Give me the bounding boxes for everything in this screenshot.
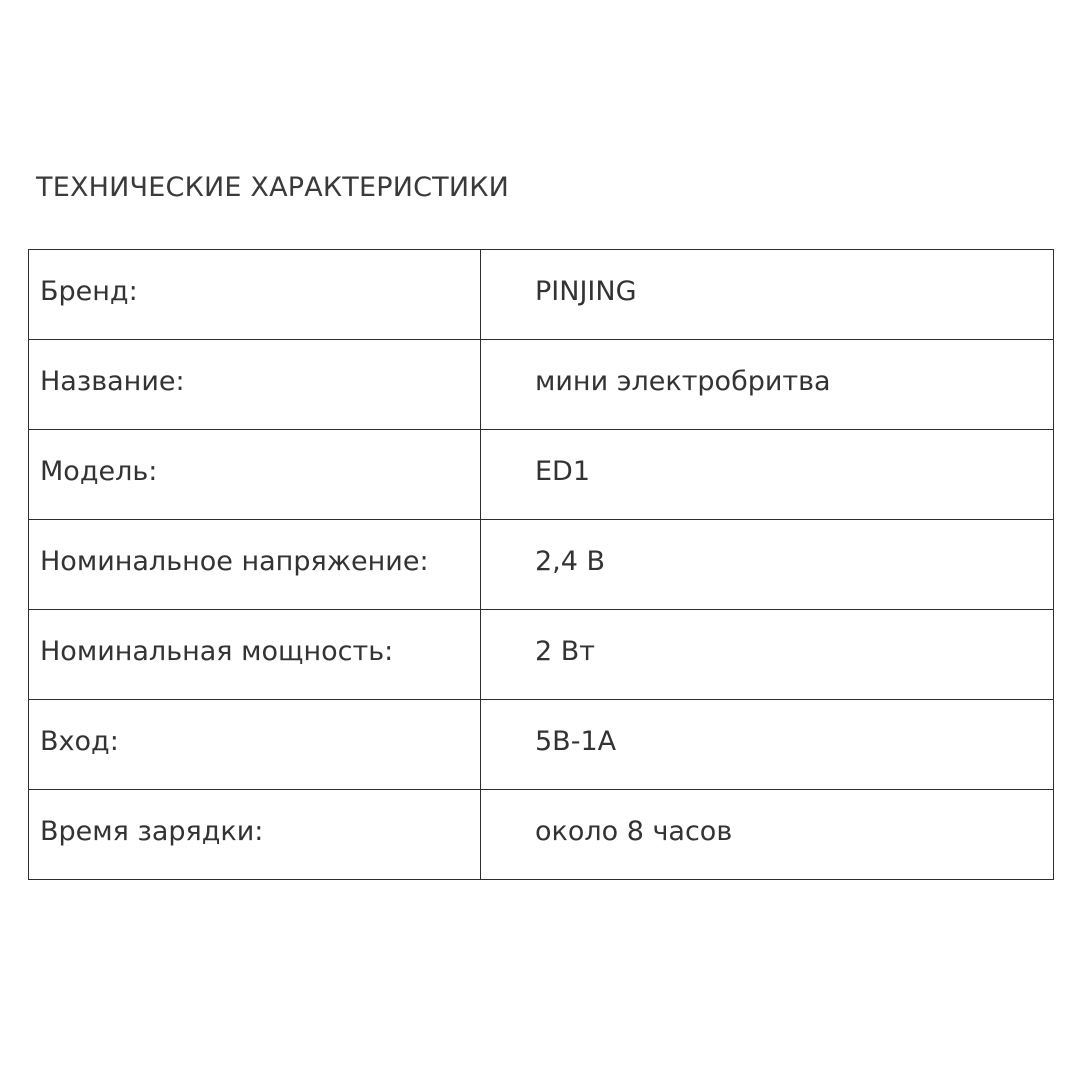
spec-value-input: 5В-1А	[535, 726, 617, 757]
spec-label-model: Модель:	[40, 456, 158, 487]
spec-label-name: Название:	[40, 366, 185, 397]
spec-label-power: Номинальная мощность:	[40, 636, 394, 667]
spec-label-cell	[29, 520, 481, 610]
spec-value-power: 2 Вт	[535, 636, 596, 667]
table-row	[29, 700, 1054, 790]
spec-value-charging-time: около 8 часов	[535, 816, 733, 847]
spec-label-cell	[29, 790, 481, 880]
spec-value-cell	[481, 790, 1054, 880]
spec-value-model: ED1	[535, 456, 591, 487]
spec-label-voltage: Номинальное напряжение:	[40, 546, 429, 577]
spec-value-cell	[481, 700, 1054, 790]
spec-value-voltage: 2,4 В	[535, 546, 606, 577]
spec-value-cell	[481, 520, 1054, 610]
spec-value-cell	[481, 430, 1054, 520]
page-title: ТЕХНИЧЕСКИЕ ХАРАКТЕРИСТИКИ	[36, 172, 510, 203]
spec-label-cell	[29, 700, 481, 790]
table-row	[29, 520, 1054, 610]
spec-value-name: мини электробритва	[535, 366, 831, 397]
table-row	[29, 340, 1054, 430]
spec-value-cell	[481, 340, 1054, 430]
table-row	[29, 790, 1054, 880]
spec-label-brand: Бренд:	[40, 276, 138, 307]
spec-label-cell	[29, 340, 481, 430]
spec-label-input: Вход:	[40, 726, 119, 757]
specifications-table	[28, 249, 1054, 880]
spec-value-cell	[481, 250, 1054, 340]
spec-label-cell	[29, 610, 481, 700]
spec-label-charging-time: Время зарядки:	[40, 816, 264, 847]
spec-value-cell	[481, 610, 1054, 700]
spec-label-cell	[29, 430, 481, 520]
table-row	[29, 610, 1054, 700]
table-row	[29, 250, 1054, 340]
spec-value-brand: PINJING	[535, 276, 637, 307]
spec-label-cell	[29, 250, 481, 340]
table-row	[29, 430, 1054, 520]
